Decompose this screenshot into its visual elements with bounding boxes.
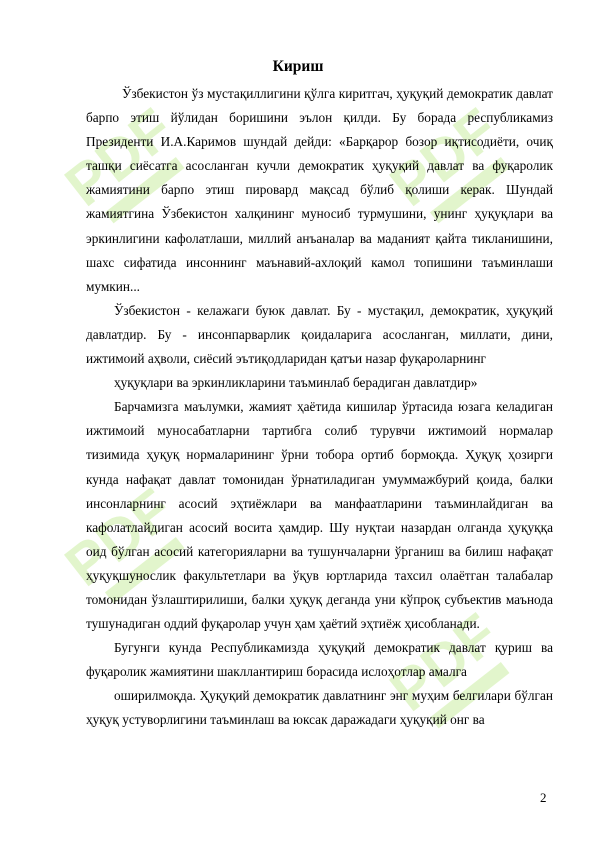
page-title: Кириш <box>272 58 324 75</box>
paragraph: Ўзбекистон ўз мустақиллигини қўлга киритгач, ҳуқуқий демократик давлат барпо этиш йўлидан боришини эълон қилди. Бу борада республикамиз Президенти И.А.Каримов шундай дейди: «Барқарор бозор иқтисодиёти, очиқ ташқи сиёсатга асосланган кучли демократик ҳуқуқий давлат ва фуқаролик жамиятини барпо этиш пировард мақсад бўлиб қолиши керак. Шундай жамиятгина Ўзбекистон халқининг муносиб турмушини, унинг ҳуқуқлари ва эркинлигини кафолатлаши, миллий анъаналар ва маданият қайта тикланишини, шахс сифатида инсоннинг маънавий-ахлоқий камол топишини таъминлаши мумкин... <box>86 86 553 294</box>
page-number: 2 <box>540 790 547 805</box>
document-body <box>86 82 553 733</box>
paragraph: ҳуқуқлари ва эркинликларини таъминлаб берадиган давлатдир» <box>114 375 478 391</box>
paragraph: Ўзбекистон - келажаги буюк давлат. Бу - мустақил, демократик, ҳуқуқий давлатдир. Бу - инсонпарварлик қоидаларига асосланган, миллати, дини, ижтимоий аҳволи, сиёсий эътиқодларидан қатъи назар фуқароларнинг <box>86 302 553 367</box>
paragraph: оширилмоқда. Ҳуқуқий демократик давлатнинг энг муҳим белгилари бўлган ҳуқуқ устуворлигини таъминлаш ва юксак даражадаги ҳуқуқий онг ва <box>86 688 553 728</box>
svg-text:PDF: PDF <box>378 96 510 219</box>
paragraph: Бугунги кунда Республикамизда ҳуқуқий демократик давлат қуриш ва фуқаролик жамиятини шакллантириш борасида ислоҳотлар амалга <box>86 640 553 680</box>
svg-text:PDF: PDF <box>53 476 185 599</box>
svg-text:PDF: PDF <box>53 96 185 219</box>
svg-text:PDF: PDF <box>378 601 510 724</box>
paragraph: Барчамизга маълумки, жамият ҳаётида кишилар ўртасида юзага келадиган ижтимоий муносабатларни тартибга солиб турувчи ижтимоий нормалар тизимида ҳуқуқ нормаларининг ўрни тобора ортиб бормоқда. Ҳуқуқ ҳозирги кунда нафақат давлат томонидан ўрнатиладиган умуммажбурий қоида, балки инсонларнинг асосий эҳтиёжлари ва манфаатларини таъминлайдиган ва кафолатлайдиган асосий восита ҳамдир. Шу нуқтаи назардан олганда ҳуқуққа оид бўлган асосий категорияларни ва тушунчаларни ўрганиш ва билиш нафақат ҳуқуқшунослик факультетлари ва ўқув юртларида тахсил олаётган талабалар томонидан ўзлаштирилиши, балки ҳуқуқ деганда уни кўпроқ субъектив маънода тушунадиган оддий фуқаролар учун ҳам ҳаётий эҳтиёж ҳисобланади. <box>86 399 553 632</box>
